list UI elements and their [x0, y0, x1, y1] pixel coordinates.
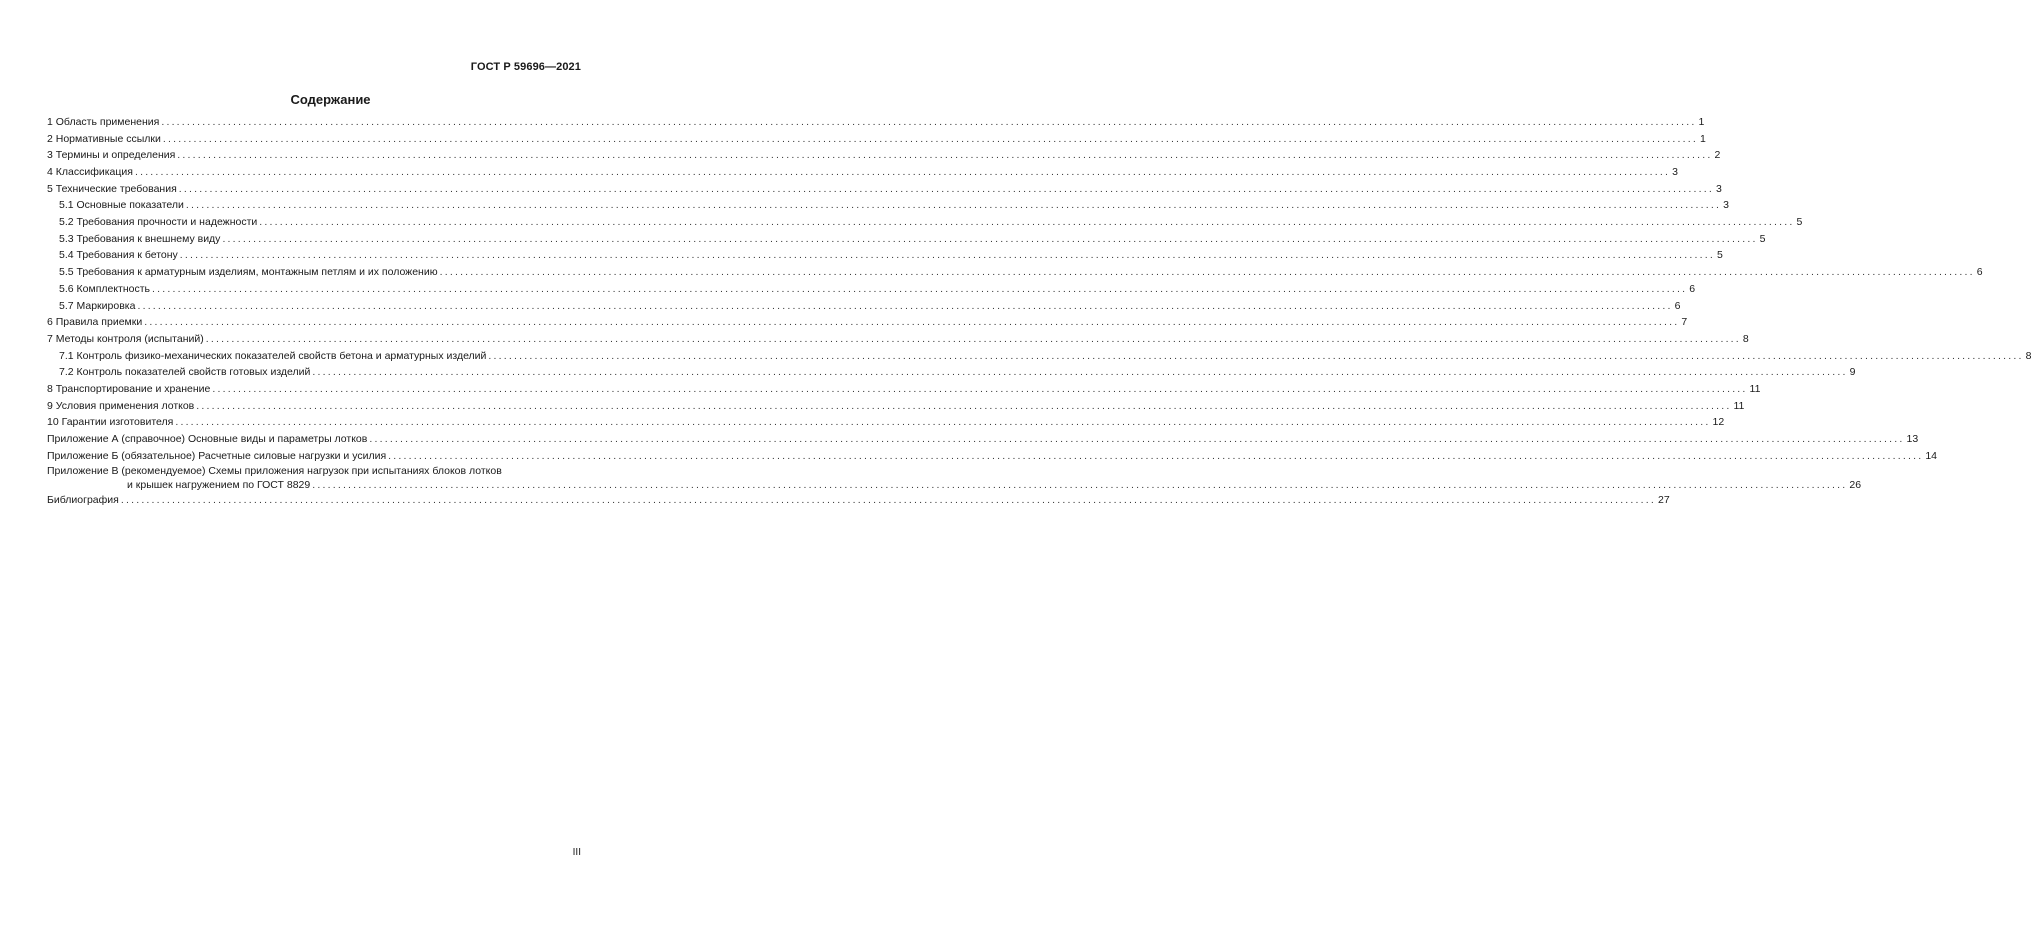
- toc-entry[interactable]: [47, 298, 1681, 315]
- toc-entry-page: 26: [1849, 479, 1862, 492]
- toc-entry-label: 5.4 Требования к бетону: [59, 249, 178, 262]
- toc-entry-label: 5.2 Требования прочности и надежности: [59, 216, 258, 229]
- toc-entry-bibliography[interactable]: [47, 492, 1670, 509]
- toc-entry-appendix-v[interactable]: [47, 464, 1862, 492]
- toc-entry-page: 1: [1698, 115, 1705, 128]
- toc-entry[interactable]: [47, 364, 1856, 381]
- toc-entry-page: 13: [1906, 433, 1919, 446]
- toc-entry-page: 3: [1715, 182, 1722, 195]
- dot-leader: ............................................................................................................................................................................................................................................................................................................: [120, 494, 1657, 507]
- dot-leader: ............................................................................................................................................................................................................................................................................................................: [137, 299, 1673, 312]
- toc-entry[interactable]: [47, 197, 1729, 214]
- toc-entry[interactable]: [47, 448, 1937, 465]
- page-number: III: [572, 847, 581, 858]
- toc-entry-label: 7.2 Контроль показателей свойств готовых изделий: [59, 366, 311, 379]
- toc-entry-label: Приложение В (рекомендуемое) Схемы приложения нагрузок при испытаниях блоков лотков: [47, 465, 502, 478]
- dot-leader: ............................................................................................................................................................................................................................................................................................................: [177, 149, 1713, 162]
- toc-entry-label: 2 Нормативные ссылки: [47, 132, 161, 145]
- toc-entry-page: 5: [1759, 232, 1766, 245]
- toc-entry[interactable]: [47, 331, 1749, 348]
- dot-leader: ............................................................................................................................................................................................................................................................................................................: [388, 449, 1924, 462]
- toc-entry-page: 12: [1712, 416, 1725, 429]
- toc-entry-page: 7: [1681, 316, 1688, 329]
- toc-entry-label: Приложение Б (обязательное) Расчетные силовые нагрузки и усилия: [47, 449, 387, 462]
- toc-entry-label: 10 Гарантии изготовителя: [47, 416, 174, 429]
- toc-entry-label: 9 Условия применения лотков: [47, 399, 195, 412]
- document-code: ГОСТ Р 59696—2021: [470, 61, 581, 73]
- dot-leader: ............................................................................................................................................................................................................................................................................................................: [212, 382, 1748, 395]
- dot-leader: ............................................................................................................................................................................................................................................................................................................: [312, 366, 1848, 379]
- dot-leader: ............................................................................................................................................................................................................................................................................................................: [259, 216, 1795, 229]
- toc-entry-label: 6 Правила приемки: [47, 316, 143, 329]
- toc-entry[interactable]: [47, 381, 1761, 398]
- toc-entry[interactable]: [47, 214, 1803, 231]
- toc-entry-label: 7.1 Контроль физико-механических показателей свойств бетона и арматурных изделий: [59, 349, 487, 362]
- dot-leader: ............................................................................................................................................................................................................................................................................................................: [205, 332, 1741, 345]
- toc-entry-page: 6: [1976, 266, 1983, 279]
- dot-leader: ............................................................................................................................................................................................................................................................................................................: [178, 182, 1714, 195]
- dot-leader: ............................................................................................................................................................................................................................................................................................................: [161, 115, 1697, 128]
- page-title: Содержание: [290, 92, 371, 107]
- toc-entry-page: 3: [1723, 199, 1729, 212]
- toc-entry[interactable]: [47, 248, 1723, 265]
- toc-entry-label: 5.5 Требования к арматурным изделиям, монтажным петлям и их положению: [59, 266, 438, 279]
- toc-entry-page: 1: [1700, 132, 1706, 145]
- toc-entry-label: 8 Транспортирование и хранение: [47, 382, 211, 395]
- toc-entry-label: 5 Технические требования: [47, 182, 177, 195]
- toc-entry-label: 5.6 Комплектность: [59, 282, 151, 295]
- dot-leader: ............................................................................................................................................................................................................................................................................................................: [312, 479, 1848, 492]
- toc-entry-label: 5.1 Основные показатели: [59, 199, 184, 212]
- dot-leader: ............................................................................................................................................................................................................................................................................................................: [152, 282, 1688, 295]
- toc-entry-label: 1 Область применения: [47, 115, 160, 128]
- toc-entry-label: Приложение А (справочное) Основные виды и параметры лотков: [47, 433, 368, 446]
- toc-entry-page: 14: [1925, 449, 1937, 462]
- table-of-contents: [47, 114, 2031, 509]
- toc-entry[interactable]: [47, 181, 1722, 198]
- dot-leader: ............................................................................................................................................................................................................................................................................................................: [179, 249, 1715, 262]
- toc-entry-page: 5: [1796, 216, 1803, 229]
- toc-entry-page: 27: [1658, 494, 1670, 507]
- toc-entry-label: 5.3 Требования к внешнему виду: [59, 232, 221, 245]
- toc-entry-page: 6: [1674, 299, 1681, 312]
- toc-entry-page: 5: [1716, 249, 1723, 262]
- toc-entry-label: Библиография: [47, 494, 119, 507]
- toc-entry[interactable]: [47, 164, 1678, 181]
- dot-leader: ............................................................................................................................................................................................................................................................................................................: [439, 266, 1975, 279]
- toc-entry[interactable]: [47, 131, 1706, 148]
- toc-entry[interactable]: [47, 398, 1745, 415]
- dot-leader: ............................................................................................................................................................................................................................................................................................................: [144, 316, 1680, 329]
- toc-entry-label: 3 Термины и определения: [47, 149, 176, 162]
- toc-entry-label: 4 Классификация: [47, 166, 133, 179]
- toc-entry[interactable]: [47, 314, 1688, 331]
- toc-entry-page: 6: [1689, 282, 1696, 295]
- dot-leader: ............................................................................................................................................................................................................................................................................................................: [134, 166, 1671, 179]
- dot-leader: ............................................................................................................................................................................................................................................................................................................: [369, 433, 1905, 446]
- toc-entry[interactable]: [47, 231, 1766, 248]
- toc-entry[interactable]: [47, 264, 1983, 281]
- toc-entry[interactable]: [47, 414, 1725, 431]
- toc-entry-page: 2: [1714, 149, 1721, 162]
- toc-entry-page: 11: [1733, 399, 1745, 412]
- dot-leader: ............................................................................................................................................................................................................................................................................................................: [222, 232, 1758, 245]
- dot-leader: ............................................................................................................................................................................................................................................................................................................: [175, 416, 1711, 429]
- toc-entry[interactable]: [47, 147, 1721, 164]
- toc-entry-page: 3: [1672, 166, 1678, 179]
- toc-entry[interactable]: [47, 114, 1705, 131]
- toc-entry-page: 9: [1849, 366, 1856, 379]
- toc-entry-page: 8: [1742, 332, 1749, 345]
- toc-entry[interactable]: [47, 281, 1696, 298]
- dot-leader: ............................................................................................................................................................................................................................................................................................................: [185, 199, 1722, 212]
- toc-entry[interactable]: [47, 431, 1919, 448]
- toc-entry-label: 5.7 Маркировка: [59, 299, 136, 312]
- toc-entry-page: 8: [2025, 349, 2031, 362]
- toc-entry[interactable]: [47, 348, 2031, 365]
- toc-entry-label-continued: и крышек нагружением по ГОСТ 8829: [127, 479, 311, 492]
- dot-leader: ............................................................................................................................................................................................................................................................................................................: [488, 349, 2024, 362]
- dot-leader: ............................................................................................................................................................................................................................................................................................................: [162, 132, 1699, 145]
- dot-leader: ............................................................................................................................................................................................................................................................................................................: [196, 399, 1732, 412]
- toc-entry-label: 7 Методы контроля (испытаний): [47, 332, 204, 345]
- toc-entry-page: 11: [1749, 382, 1761, 395]
